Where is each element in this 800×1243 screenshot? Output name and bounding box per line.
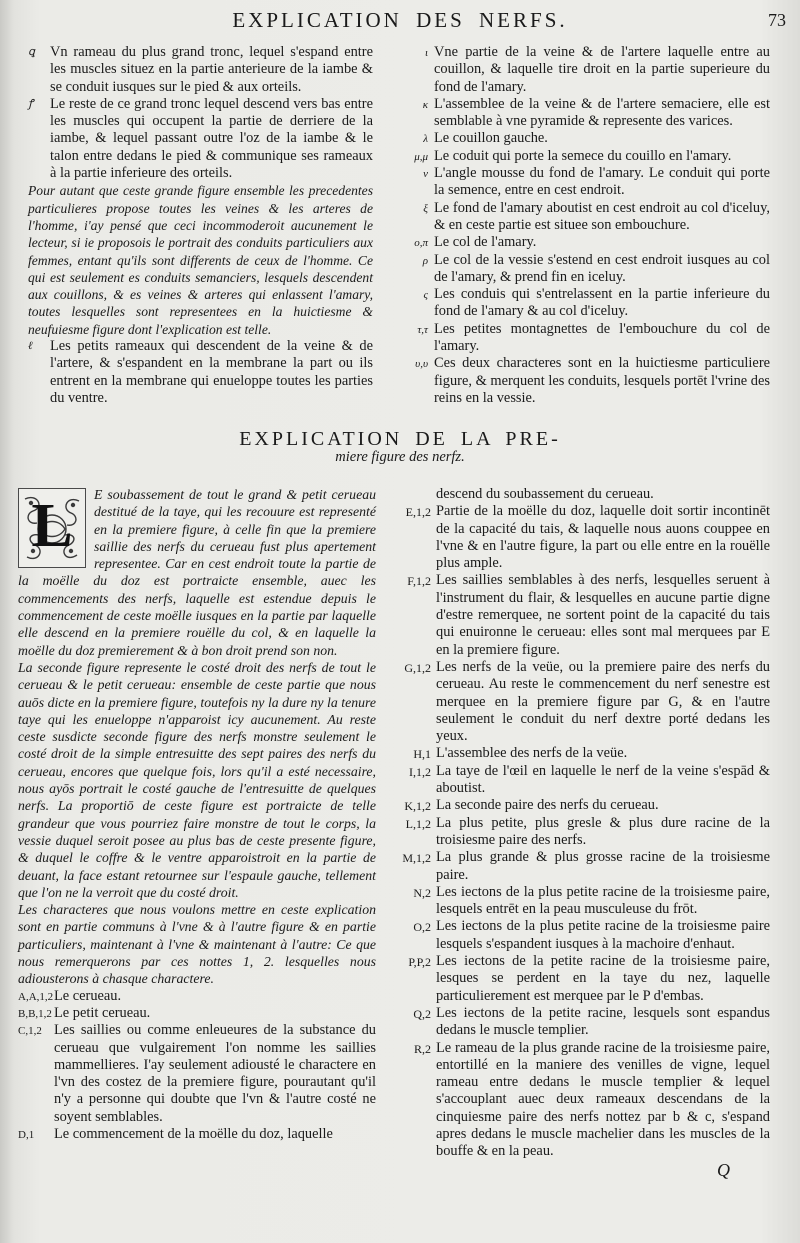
list-item (396, 1005, 770, 1040)
entry-text: Le fond de l'amary aboutist en cest endroit au col d'iceluy, & en ceste partie est situee son embouchure. (434, 199, 770, 233)
dropcap-letter: L (31, 492, 73, 560)
entry-marker: ς (423, 289, 428, 302)
running-head (0, 8, 800, 34)
entry-marker: C,1,2 (18, 1025, 42, 1038)
section-heading (0, 428, 800, 466)
second-paragraph: La seconde figure represente le costé droit des nerfs de tout le cerueau & le petit cerueau: ensemble de ceste partie que nous auōs dicte en la premiere figure, toutefois ny la dure ny la tenure taye qui les enueloppe n'apparoist icy aucunement. Au reste ceste susdicte seconde figure des nerfs monstre seulement le costé droit de la simple entresuitte des sept paires des nerfs du cerueau, encores que quelque fois, lors qu'il a esté necessaire, nous ayōs portrait le costé gauche de l'entresuitte de quelques nerfs. La proportiō de ceste figure est portraicte de telle grandeur que vous pourriez faire monstre de tout le corps, la vessie duquel seroit posee au plus bas de ceste presente figure, & duquel le coffre & le ventre apparoistroit en la partie de deuant, la face estant retournee sur l'espaule gauche, tellement que l'on ne la verroit que du costé droit. (18, 659, 376, 900)
running-title: EXPLICATION DES NERFS. (232, 8, 568, 32)
entry-text: Le couillon gauche. (434, 130, 548, 147)
entry-marker: Q,2 (413, 1006, 431, 1021)
entry-marker: E,1,2 (405, 505, 431, 520)
entry-marker: ρ (422, 254, 428, 267)
list-item (396, 797, 770, 814)
italic-note: Pour autant que ceste grande figure ensemble les precedentes particulieres propose toutes les veines & les arteres de l'homme, i'ay pensé que ceci incommoderoit aucunement le lecteur, si ie proposois le portrait des conduits particuliers aux femmes, entant qu'ils sont differents de ceux de l'homme. Ce qui est seulement es conduits semanciers, lesquels descendent aux couillons, & es veines & arteres qui enlassent l'amary, toutes lesquelles sont representees en la huictiesme & neufuiesme figure dont l'explication est telle. (28, 183, 373, 337)
entry-text: Les saillies semblables à des nerfs, lesquelles seruent à l'instrument du flair, & lesquelles en aucune partie digne d'estre remerquee, ne sortent point de la capacité du tais qui enuironne le cerueau: elles sont mal merquees par E en la premiere figure. (436, 572, 770, 658)
intro-paragraph: E soubassement de tout le grand & petit cerueau destitué de la taye, qui les recouure est representé en la premiere figure, à celle fin que la premiere saillie des nerfs du cerueau fust plus apertement representee. Car en cest endroit toute la partie de la moëlle du doz est portraicte ensemble, auec les commencements des nerfs, laquelle est estendue depuis le commencement de ceste moëlle iusques en la partie par laquelle elle descend en la premiere rouëlle du col, & en laquelle la moëlle du doz premierement & à bon droit prend son non. (18, 487, 376, 658)
list-item (408, 252, 770, 287)
entry-text: Les conduis qui s'entrelassent en la partie inferieure du fond de l'amary & au col d'iceluy. (434, 286, 770, 320)
list-item (396, 918, 770, 953)
list-item (396, 659, 770, 745)
third-paragraph: Les characteres que nous voulons mettre en ceste explication sont en partie communs à l'vne & à l'autre figure & en partie particuliers, maintenant à l'vne & maintenant à l'autre: Ce que nous remerquerons par ces nottes 1, 2. lesquelles nous adiousterons à chasque charactere. (18, 902, 376, 987)
list-item (408, 286, 770, 321)
entry-marker: P,P,2 (408, 955, 431, 970)
entry-marker: ι (424, 47, 428, 59)
entry-text: Le petit cerueau. (54, 1004, 151, 1021)
entry-text: La taye de l'œil en laquelle le nerf de la veine s'espād & aboutist. (436, 762, 770, 797)
entry-marker: ο,π (414, 237, 428, 250)
section-subtitle: miere figure des nerfz. (335, 449, 465, 465)
list-item (408, 355, 770, 407)
list-item (396, 503, 770, 572)
entry-marker: H,1 (413, 747, 431, 762)
top-left-column (28, 44, 373, 407)
list-item (408, 96, 770, 131)
list-item (28, 44, 373, 96)
entry-marker: D,1 (18, 1128, 35, 1141)
entry-marker: F,1,2 (407, 574, 431, 589)
entry-text: Les iectons de la petite racine de la troisiesme paire, lesques se perdent en la taye du nez, laquelle particulierement est merquee par le P d'embas. (436, 953, 770, 1004)
entry-text: Les iectons de la plus petite racine de la troisiesme paire lesquels s'espandent iusques à la machoire d'enhaut. (436, 918, 770, 952)
list-item (18, 1126, 376, 1143)
entry-text: La plus grande & plus grosse racine de la troisiesme paire. (436, 849, 770, 883)
list-item (396, 953, 770, 1005)
entry-marker: O,2 (413, 920, 431, 935)
entry-text: Les petites montagnettes de l'embouchure du col de l'amary. (434, 320, 770, 355)
entry-text: L'assemblee des nerfs de la veüe. (436, 745, 628, 762)
entry-text: Le col de l'amary. (434, 234, 537, 251)
entry-text: Les petits rameaux qui descendent de la veine & de l'artere, & s'espandent en la membrane la part ou ils entrent en la membrane qui enueloppe toutes les parties du ventre. (50, 338, 373, 406)
entry-text: La seconde paire des nerfs du cerueau. (436, 797, 659, 814)
entry-text: Les nerfs de la veüe, ou la premiere paire des nerfs du cerueau. Au reste le commencement du nerf senestre est merquee en la premiere figure par G, & en l'autre seulement le conduit du nerf dextre porté dedans les yeux. (436, 658, 770, 745)
list-item (18, 1005, 376, 1022)
entry-marker: R,2 (413, 1041, 431, 1056)
entry-marker: ν (423, 168, 428, 181)
entry-text: Le coduit qui porte la semece du couillo en l'amary. (434, 147, 732, 164)
list-item (396, 763, 770, 798)
entry-marker: B,B,1,2 (18, 1007, 52, 1020)
list-item (396, 849, 770, 884)
entry-marker: ꝭ (28, 97, 34, 110)
bottom-left-column (18, 486, 376, 1143)
entry-marker: A,A,1,2 (18, 990, 54, 1003)
entry-text: Vn rameau du plus grand tronc, lequel s'espand entre les muscles situez en la partie anterieure de la iambe & se conduit iusques sur le pied & aux orteils. (50, 44, 373, 95)
list-item (396, 572, 770, 658)
list-item (408, 165, 770, 200)
entry-marker: I,1,2 (409, 764, 431, 779)
entry-text: Les saillies ou comme enleueures de la substance du cerueau que vulgairement l'on nomme les saillies mammellieres. I'ay seulement adiousté le charactere en l'vn des costez de la premiere figure, pourautant qu'il n'y a personne qui doubte que l'vn & l'autre costé ne soyent semblables. (54, 1022, 376, 1125)
section-title: EXPLICATION DE LA PRE- (239, 428, 561, 450)
list-item (408, 148, 770, 165)
list-item (408, 44, 770, 96)
entry-marker: N,2 (413, 885, 431, 900)
list-item (396, 1040, 770, 1161)
entry-marker: μ,μ (414, 150, 428, 163)
page-number: 73 (768, 10, 786, 30)
list-item (18, 1022, 376, 1126)
entry-marker: G,1,2 (404, 660, 431, 675)
entry-marker: K,1,2 (404, 799, 431, 814)
entry-text: La plus petite, plus gresle & plus dure racine de la troisiesme paire des nerfs. (436, 814, 770, 848)
entry-text: Les iectons de la petite racine, lesquels sont espandus dedans le muscle templier. (436, 1004, 770, 1039)
continued-text: descend du soubassement du cerueau. (436, 486, 654, 502)
entry-marker: ꝗ (28, 46, 35, 58)
entry-text: Le commencement de la moëlle du doz, laquelle (54, 1125, 333, 1142)
catchword: Q (717, 1160, 730, 1180)
entry-marker: λ (423, 133, 428, 146)
decorated-initial (18, 488, 86, 568)
entry-text: Le reste de ce grand tronc lequel descend vers bas entre les muscles qui occupent la partie de derriere de la iambe, & lequel passant outre l'oz de la iambe & le talon entre dedans le pied & communique ses rameaux à la partie inferieure des orteils. (50, 95, 373, 182)
list-item (408, 321, 770, 356)
top-right-column (408, 44, 770, 407)
list-item (28, 338, 373, 407)
entry-marker: κ (422, 98, 428, 111)
entry-marker: ℓ (28, 340, 33, 353)
entry-marker: M,1,2 (402, 851, 431, 866)
entry-text: Partie de la moëlle du doz, laquelle doit sortir incontinēt de la capacité du tais, & laquelle nous auons couppee en l'vne & en l'autre figure, la part ou elle entre en la rouëlle plus ample. (436, 503, 770, 572)
entry-text: Les iectons de la plus petite racine de la troisiesme paire, lesquels entrēt en la peau musculeuse du frōt. (436, 883, 770, 918)
list-item (28, 96, 373, 182)
list-item (396, 745, 770, 762)
list-item (408, 130, 770, 147)
entry-text: L'assemblee de la veine & de l'artere semaciere, elle est semblable à vne pyramide & represente des varices. (434, 95, 770, 130)
bottom-right-column (396, 486, 770, 1161)
entry-text: Ces deux characteres sont en la huictiesme particuliere figure, & merquent les conduits, lesquels portēt l'vrine des reins en la vessie. (434, 355, 770, 406)
entry-marker: L,1,2 (405, 816, 431, 831)
list-item (408, 200, 770, 235)
list-item (408, 234, 770, 251)
entry-text: L'angle mousse du fond de l'amary. Le conduit qui porte la semence, entre en cest endroit. (434, 165, 770, 199)
entry-text: Le col de la vessie s'estend en cest endroit iusques au col de l'amary, & prend fin en iceluy. (434, 251, 770, 285)
list-item (18, 988, 376, 1005)
entry-text: Le rameau de la plus grande racine de la troisiesme paire, entortillé en la maniere des venilles de vigne, lequel rameau entre dedans le muscle templier & lequel s'accouplant auec deux rameaux descendans de la cinquiesme paire des nerfs nottez par b & c, s'espand apres dedans le muscle machelier dans les muscles de la bouffe & en la peau. (436, 1039, 770, 1160)
list-item (396, 815, 770, 850)
entry-marker: τ,τ (417, 323, 428, 336)
entry-marker: ξ (423, 202, 428, 215)
entry-marker: υ,υ (415, 358, 428, 371)
entry-text: Le cerueau. (54, 987, 122, 1004)
list-item (396, 884, 770, 919)
entry-text: Vne partie de la veine & de l'artere laquelle entre au couillon, & laquelle tire droit en la partie superieure du fond de l'amary. (434, 44, 770, 95)
